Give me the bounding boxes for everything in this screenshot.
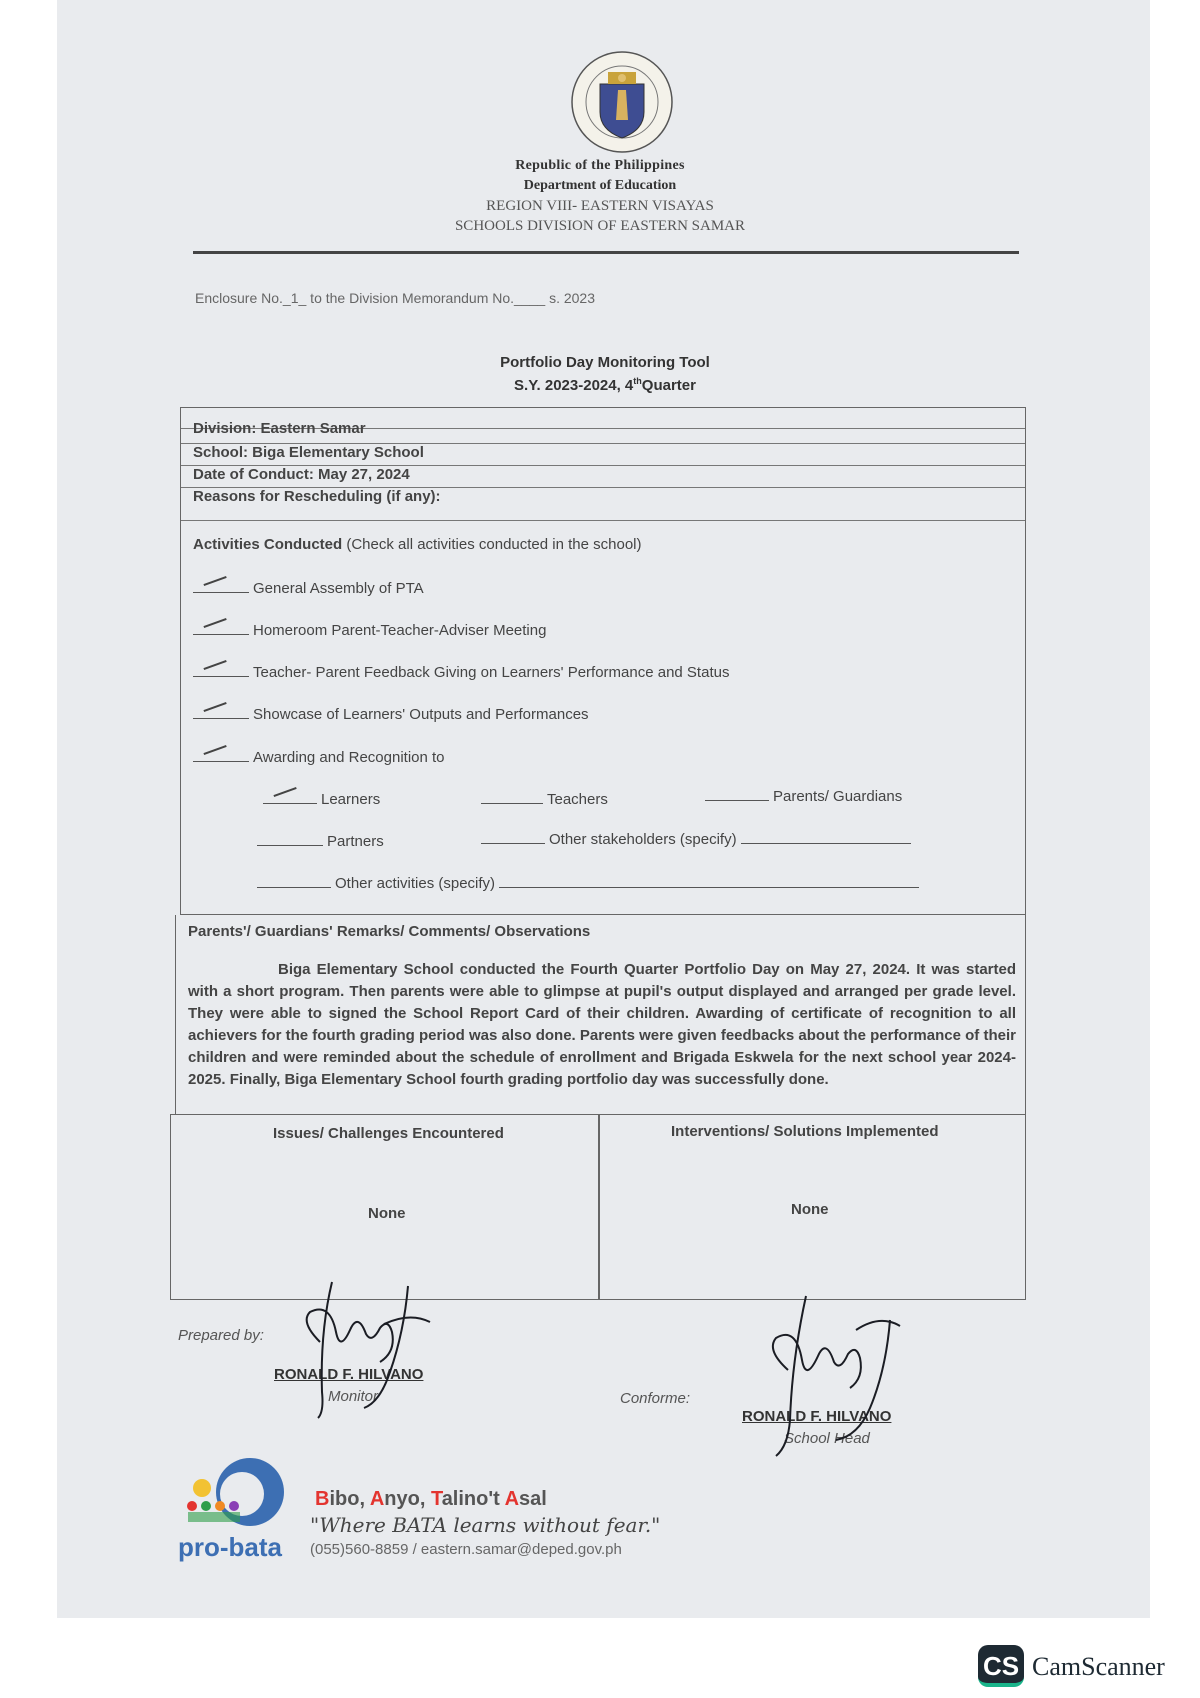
monitor-signature <box>280 1272 440 1422</box>
date-field: Date of Conduct: May 27, 2024 <box>193 466 410 483</box>
deped-seal-logo <box>570 50 674 154</box>
other-activities: Other activities (specify) <box>257 873 919 892</box>
division-field: Division: Eastern Samar <box>193 420 366 437</box>
school-head-role: School Head <box>784 1430 870 1447</box>
activity-checkbox-feedback: Teacher- Parent Feedback Giving on Learners' Performance and Status <box>193 662 729 681</box>
check-mark-icon <box>203 576 226 586</box>
issues-value: None <box>368 1205 406 1222</box>
activity-checkbox-pta: General Assembly of PTA <box>193 578 424 597</box>
camscanner-label: CamScanner <box>1032 1652 1165 1681</box>
contact-info: (055)560-8859 / eastern.samar@deped.gov.ph <box>310 1541 622 1558</box>
recognition-teachers: Teachers <box>481 789 608 808</box>
check-mark-icon <box>203 660 226 670</box>
form-title: Portfolio Day Monitoring Tool <box>500 354 710 371</box>
pro-bata-wordmark: pro-bata <box>178 1532 282 1562</box>
tagline: "Where BATA learns without fear." <box>310 1513 661 1537</box>
republic-heading: Republic of the Philippines <box>515 158 685 173</box>
interventions-heading: Interventions/ Solutions Implemented <box>671 1123 939 1140</box>
monitoring-form <box>180 407 1026 915</box>
pro-bata-logo <box>178 1448 290 1536</box>
check-mark-icon <box>203 745 226 755</box>
conforme-label: Conforme: <box>620 1390 691 1407</box>
motto: Bibo, Anyo, Talino't Asal <box>315 1488 547 1510</box>
header-rule <box>193 251 1019 254</box>
interventions-value: None <box>791 1201 829 1218</box>
recognition-other-stakeholders: Other stakeholders (specify) <box>481 829 911 848</box>
reasons-field: Reasons for Rescheduling (if any): <box>193 488 441 505</box>
row-divider <box>181 453 1025 466</box>
form-subtitle: S.Y. 2023-2024, 4thQuarter <box>514 376 696 394</box>
school-head-signature <box>740 1290 910 1460</box>
check-mark-icon <box>203 618 226 628</box>
recognition-partners: Partners <box>257 831 384 850</box>
recognition-learners: Learners <box>263 789 380 808</box>
prepared-by-label: Prepared by: <box>178 1327 264 1344</box>
activities-heading: Activities Conducted (Check all activities conducted in the school) <box>193 536 642 553</box>
row-divider <box>181 431 1025 444</box>
column-divider <box>598 1115 600 1299</box>
remarks-section <box>175 915 1026 1115</box>
check-mark-icon <box>273 787 296 797</box>
monitor-name: RONALD F. HILVANO <box>274 1366 424 1383</box>
region-heading: REGION VIII- EASTERN VISAYAS <box>486 198 714 214</box>
division-heading: SCHOOLS DIVISION OF EASTERN SAMAR <box>454 218 746 234</box>
recognition-parents: Parents/ Guardians <box>705 786 902 805</box>
check-mark-icon <box>203 702 226 712</box>
activity-checkbox-homeroom: Homeroom Parent-Teacher-Adviser Meeting <box>193 620 546 639</box>
activity-checkbox-awarding: Awarding and Recognition to <box>193 747 445 766</box>
row-divider <box>181 508 1025 521</box>
school-head-name: RONALD F. HILVANO <box>742 1408 892 1425</box>
enclosure-line: Enclosure No._1_ to the Division Memorandum No.____ s. 2023 <box>195 290 595 306</box>
school-field: School: Biga Elementary School <box>193 444 424 461</box>
department-heading: Department of Education <box>523 178 677 193</box>
row-divider <box>181 475 1025 488</box>
remarks-heading: Parents'/ Guardians' Remarks/ Comments/ Observations <box>188 923 591 940</box>
activity-checkbox-showcase: Showcase of Learners' Outputs and Performances <box>193 704 589 723</box>
remarks-body: Biga Elementary School conducted the Fourth Quarter Portfolio Day on May 27, 2024. It was started with a short program. Then parents were able to glimpse at pupil's output displayed and arranged per grade level. They were able to signed the School Report Card of their children. Awarding of certificate of recognition to all achievers for the fourth grading period was also done. Parents were given feedbacks about the performance of their children and were reminded about the schedule of enrollment and Brigada Eskwela for the next school year 2024-2025. Finally, Biga Elementary School fourth grading portfolio day was successfully done. <box>188 961 1016 1088</box>
camscanner-logo-icon: CS <box>978 1645 1024 1687</box>
monitor-role: Monitor <box>328 1388 379 1405</box>
issues-heading: Issues/ Challenges Encountered <box>273 1125 504 1142</box>
